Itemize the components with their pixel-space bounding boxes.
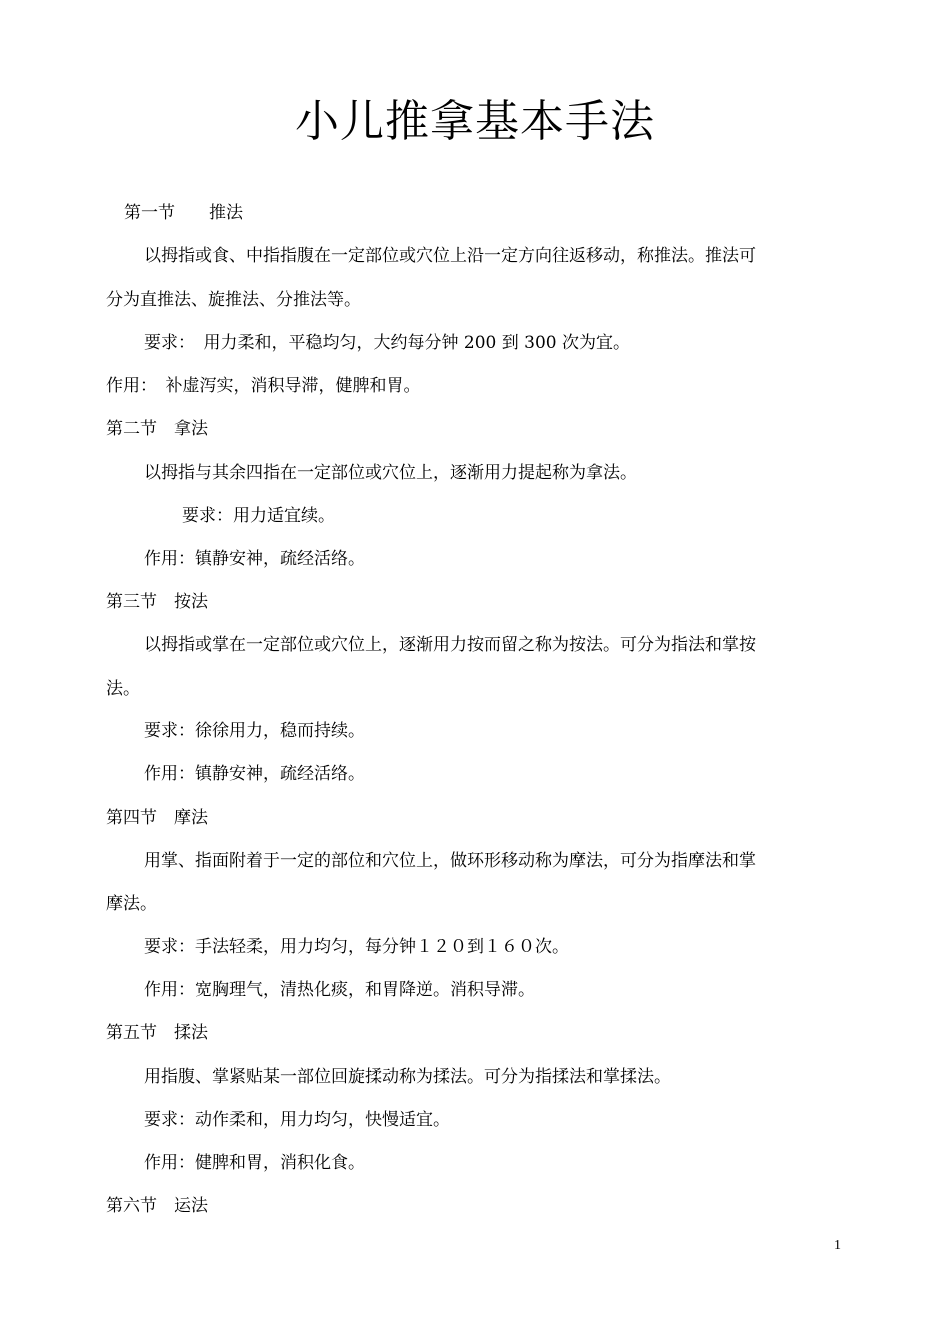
section-heading: 第一节 推法 (124, 203, 243, 223)
requirement-line: 要求：动作柔和，用力均匀，快慢适宜。 (144, 1110, 450, 1130)
effect-line: 作用：镇静安神，疏经活络。 (144, 764, 365, 784)
requirement-line: 要求：用力适宜续。 (182, 506, 335, 526)
document-title: 小儿推拿基本手法 (295, 96, 655, 147)
paragraph-line: 用指腹、掌紧贴某一部位回旋揉动称为揉法。可分为指揉法和掌揉法。 (144, 1067, 671, 1087)
requirement-line: 要求：徐徐用力，稳而持续。 (144, 721, 365, 741)
section-heading: 第三节 按法 (106, 592, 208, 612)
paragraph-line: 摩法。 (106, 894, 157, 914)
page-number: 1 (834, 1238, 841, 1253)
section-heading: 第五节 揉法 (106, 1023, 208, 1043)
paragraph-line: 用掌、指面附着于一定的部位和穴位上，做环形移动称为摩法，可分为指摩法和掌 (144, 851, 756, 871)
paragraph-line: 分为直推法、旋推法、分推法等。 (106, 290, 361, 310)
effect-line: 作用： 补虚泻实，消积导滞，健脾和胃。 (106, 376, 421, 396)
effect-line: 作用：宽胸理气，清热化痰，和胃降逆。消积导滞。 (144, 980, 535, 1000)
paragraph-line: 以拇指与其余四指在一定部位或穴位上，逐渐用力提起称为拿法。 (144, 463, 637, 483)
requirement-line: 要求：手法轻柔，用力均匀，每分钟１２０到１６０次。 (144, 937, 569, 957)
paragraph-line: 以拇指或掌在一定部位或穴位上，逐渐用力按而留之称为按法。可分为指法和掌按 (144, 635, 756, 655)
requirement-line: 要求： 用力柔和，平稳均匀，大约每分钟 200 到 300 次为宜。 (144, 333, 631, 353)
effect-line: 作用：镇静安神，疏经活络。 (144, 549, 365, 569)
paragraph-line: 以拇指或食、中指指腹在一定部位或穴位上沿一定方向往返移动，称推法。推法可 (144, 246, 756, 266)
section-heading: 第六节 运法 (106, 1196, 208, 1216)
paragraph-line: 法。 (106, 679, 140, 699)
section-heading: 第四节 摩法 (106, 808, 208, 828)
effect-line: 作用：健脾和胃，消积化食。 (144, 1153, 365, 1173)
section-heading: 第二节 拿法 (106, 419, 208, 439)
